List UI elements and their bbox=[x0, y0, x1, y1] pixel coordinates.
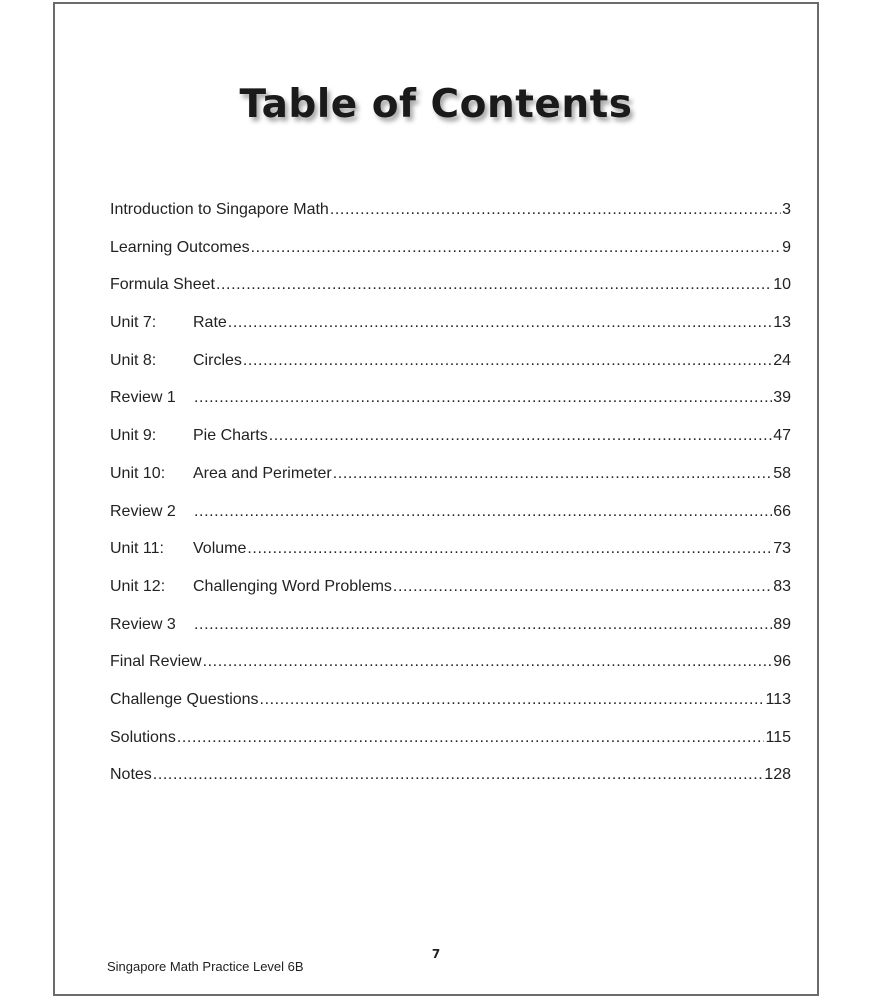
page-number: 7 bbox=[431, 947, 441, 961]
toc-entry-page: 39 bbox=[773, 389, 791, 407]
toc-entry-page: 73 bbox=[773, 540, 791, 558]
toc-entry-page: 89 bbox=[773, 615, 791, 633]
toc-entry bbox=[110, 427, 791, 465]
dot-leader bbox=[243, 352, 772, 370]
toc-entry-unit: Unit 9: bbox=[110, 427, 157, 445]
toc-entry-label: Rate bbox=[193, 314, 227, 332]
page-title: Table of Contents bbox=[239, 82, 633, 127]
toc-entry-label: Formula Sheet bbox=[110, 276, 215, 294]
toc-entry bbox=[110, 201, 791, 239]
dot-leader bbox=[153, 766, 764, 784]
toc-entry-unit: Unit 8: bbox=[110, 351, 157, 369]
dot-leader bbox=[203, 653, 773, 671]
dot-leader bbox=[216, 276, 772, 294]
toc-entry-unit: Unit 12: bbox=[110, 577, 166, 595]
toc-entry bbox=[110, 540, 791, 578]
toc-entry bbox=[110, 616, 791, 654]
footer-book-title: Singapore Math Practice Level 6B bbox=[107, 959, 304, 974]
dot-leader bbox=[393, 578, 772, 596]
toc-entry-label: Challenge Questions bbox=[110, 690, 259, 708]
toc-entry-page: 66 bbox=[773, 502, 791, 520]
toc-entry bbox=[110, 653, 791, 691]
toc-entry-page: 113 bbox=[765, 690, 791, 708]
toc-entry bbox=[110, 239, 791, 277]
toc-entry-label: Circles bbox=[193, 351, 242, 369]
toc-entry-unit: Unit 10: bbox=[110, 464, 166, 482]
table-of-contents bbox=[110, 201, 791, 804]
dot-leader bbox=[330, 201, 781, 219]
toc-entry-unit: Review 2 bbox=[110, 502, 176, 520]
toc-entry-page: 128 bbox=[764, 766, 791, 784]
toc-entry bbox=[110, 503, 791, 541]
toc-entry-label: Solutions bbox=[110, 728, 176, 746]
toc-entry bbox=[110, 352, 791, 390]
toc-entry-page: 9 bbox=[782, 238, 791, 256]
dot-leader bbox=[251, 239, 781, 257]
toc-entry-page: 96 bbox=[773, 653, 791, 671]
toc-entry-page: 24 bbox=[773, 351, 791, 369]
toc-entry-page: 3 bbox=[782, 201, 791, 218]
toc-entry-page: 47 bbox=[773, 427, 791, 445]
toc-entry-label: Notes bbox=[110, 766, 152, 784]
toc-entry-label: Learning Outcomes bbox=[110, 238, 250, 256]
dot-leader bbox=[269, 427, 773, 445]
dot-leader bbox=[260, 691, 765, 709]
dot-leader bbox=[194, 616, 772, 634]
document-page bbox=[53, 2, 819, 996]
dot-leader bbox=[194, 503, 772, 521]
dot-leader bbox=[228, 314, 772, 332]
toc-entry bbox=[110, 766, 791, 804]
toc-entry-unit: Unit 11: bbox=[110, 540, 164, 558]
toc-entry-label: Pie Charts bbox=[193, 427, 268, 445]
toc-entry-page: 13 bbox=[773, 314, 791, 332]
toc-entry-label: Volume bbox=[193, 540, 247, 558]
toc-entry bbox=[110, 729, 791, 767]
toc-entry-page: 58 bbox=[773, 464, 791, 482]
toc-entry-unit: Review 3 bbox=[110, 615, 176, 633]
toc-entry bbox=[110, 389, 791, 427]
toc-entry-label: Introduction to Singapore Math bbox=[110, 201, 329, 218]
toc-entry-page: 115 bbox=[765, 728, 791, 746]
toc-entry-page: 10 bbox=[773, 276, 791, 294]
toc-entry-label: Final Review bbox=[110, 653, 202, 671]
toc-entry bbox=[110, 276, 791, 314]
toc-entry-unit: Unit 7: bbox=[110, 314, 157, 332]
toc-entry-unit: Review 1 bbox=[110, 389, 176, 407]
toc-entry-label: Challenging Word Problems bbox=[193, 577, 392, 595]
dot-leader bbox=[333, 465, 772, 483]
toc-entry-label: Area and Perimeter bbox=[193, 464, 332, 482]
dot-leader bbox=[177, 729, 765, 747]
toc-entry bbox=[110, 314, 791, 352]
toc-entry bbox=[110, 691, 791, 729]
dot-leader bbox=[247, 540, 772, 558]
toc-entry bbox=[110, 465, 791, 503]
dot-leader bbox=[194, 389, 772, 407]
toc-entry-page: 83 bbox=[773, 577, 791, 595]
toc-entry bbox=[110, 578, 791, 616]
